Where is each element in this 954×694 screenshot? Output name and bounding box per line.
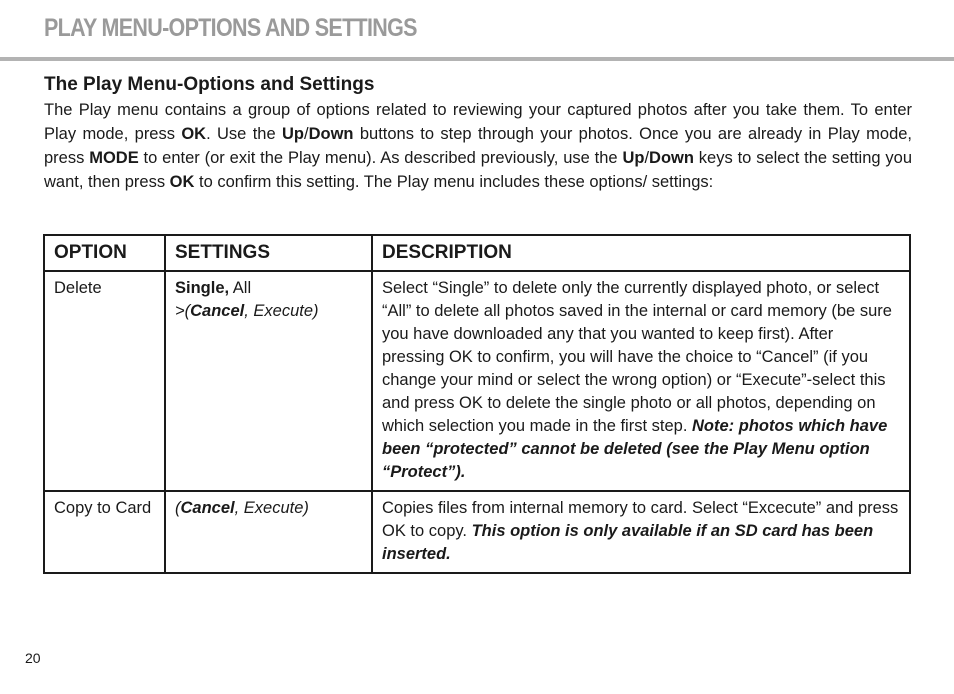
table-row: [44, 271, 910, 491]
intro-text: . Use the: [206, 125, 282, 143]
column-header-description: DESCRIPTION: [372, 235, 910, 271]
section-heading: The Play Menu-Options and Settings: [44, 74, 375, 95]
settings-cell: [165, 491, 372, 573]
intro-text: buttons to step through your photos. Once you are already in Play mode, press: [44, 125, 912, 167]
settings-value: , Execute): [244, 302, 319, 320]
settings-default-value: Single,: [175, 279, 230, 297]
description-note: Note: photos which have been “protected” cannot be deleted (see the Play Menu option “Protect”).: [382, 417, 888, 481]
header-divider: [0, 57, 954, 61]
ok-key-label: OK: [169, 173, 195, 191]
settings-value: , Execute): [234, 499, 309, 517]
intro-text: /: [303, 125, 309, 143]
table-header-row: [44, 235, 910, 271]
column-header-option: OPTION: [44, 235, 165, 271]
description-cell: [372, 271, 910, 491]
settings-default-value: Cancel: [190, 302, 245, 320]
mode-key-label: MODE: [89, 149, 139, 167]
page-header: [0, 0, 954, 62]
page-number: 20: [25, 650, 41, 666]
settings-default-value: Cancel: [180, 499, 235, 517]
settings-value: (: [175, 499, 181, 517]
description-text: Copies files from internal memory to card. Select “Excecute” and press OK to copy.: [382, 499, 899, 540]
up-key-label: Up: [281, 125, 304, 143]
settings-value: All: [229, 279, 252, 297]
settings-value: >(: [175, 302, 191, 320]
options-table: [43, 234, 911, 574]
intro-text: keys to select the setting you want, then press: [44, 149, 913, 191]
intro-paragraph: [44, 98, 912, 194]
description-cell: [372, 491, 910, 573]
settings-cell: [165, 271, 372, 491]
intro-text: to confirm this setting. The Play menu includes these options/ settings:: [194, 173, 714, 191]
option-cell: Copy to Card: [44, 491, 165, 573]
down-key-label: Down: [649, 149, 694, 167]
down-key-label: Down: [308, 125, 354, 143]
intro-text: The Play menu contains a group of options related to reviewing your captured photos after you take them. To enter Play mode, press: [44, 101, 912, 143]
option-cell: Delete: [44, 271, 165, 491]
description-text: Select “Single” to delete only the currently displayed photo, or select “All” to delete all photos saved in the internal or card memory (be sure you have downloaded any that you wanted to keep first). After pressing OK to confirm, you will have the choice to “Cancel” (if you change your mind or select the wrong option) or “Execute”-select this and press OK to delete the single photo or all photos, depending on which selection you made in the first step.: [382, 279, 892, 435]
intro-text: /: [644, 149, 650, 167]
up-key-label: Up: [622, 149, 645, 167]
ok-key-label: OK: [181, 125, 207, 143]
intro-text: to enter (or exit the Play menu). As described previously, use the: [138, 149, 623, 167]
column-header-settings: SETTINGS: [165, 235, 372, 271]
page-title: PLAY MENU-OPTIONS AND SETTINGS: [44, 14, 417, 42]
table-row: [44, 491, 910, 573]
description-note: This option is only available if an SD card has been inserted.: [382, 522, 874, 563]
